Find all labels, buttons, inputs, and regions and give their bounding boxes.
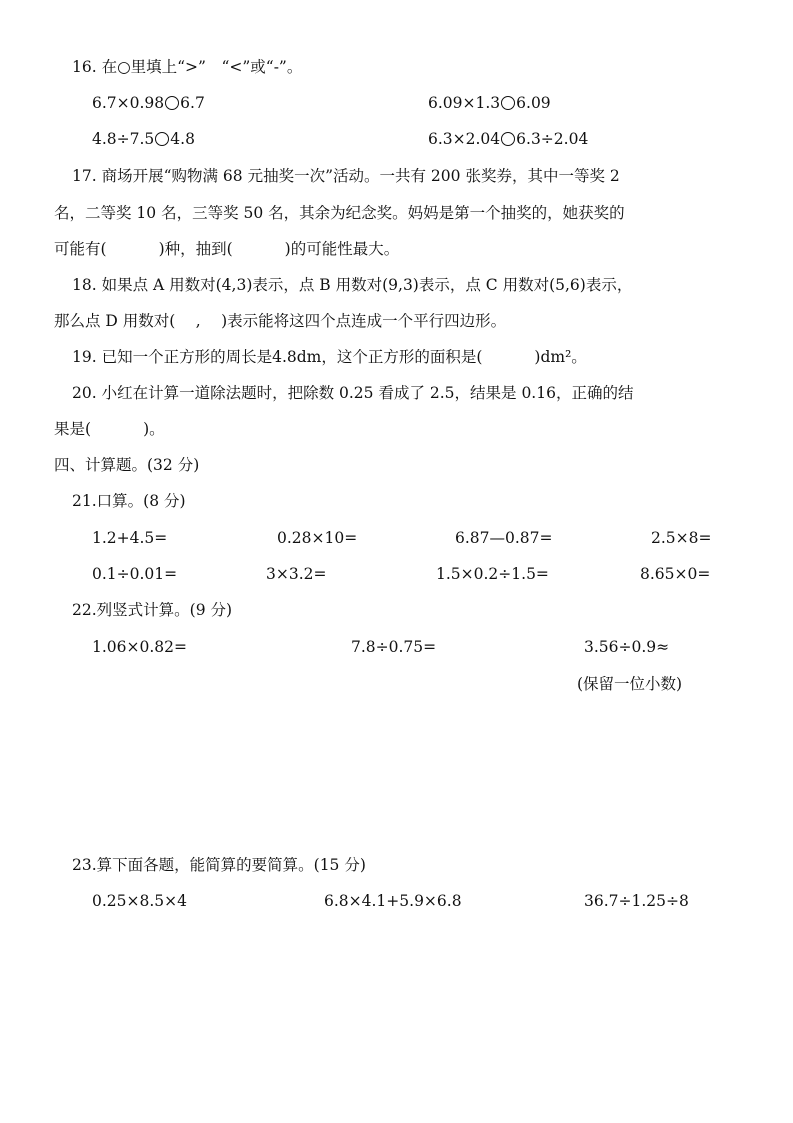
q17-line-2: 名，二等奖 10 名，三等奖 50 名，其余为纪念奖。妈妈是第一个抽奖的，她获奖的 [54, 204, 625, 222]
q16-item-3-left: 4.8÷7.5 [92, 130, 155, 148]
q22-item-1: 1.06×0.82= [92, 638, 187, 656]
q17-text-b: )种，抽到( [158, 240, 233, 258]
q21-r1-c3: 6.87—0.87= [455, 529, 553, 547]
compare-circle-3[interactable] [155, 132, 169, 146]
section-title: 四、计算题。(32 分) [54, 456, 200, 474]
q17-line-3 [54, 239, 399, 259]
q18-line-2: 那么点 D 用数对( , )表示能将这四个点连成一个平行四边形。 [54, 312, 507, 330]
q21-r1-c1: 1.2+4.5= [92, 529, 168, 547]
q16-item-4 [428, 129, 588, 149]
q23-item-2: 6.8×4.1+5.9×6.8 [324, 892, 462, 910]
q16-stem: 16. 在○里填上“>” “<”或“-”。 [72, 58, 303, 76]
q16-item-3-right: 4.8 [170, 130, 195, 148]
q20-line-1: 20. 小红在计算一道除法题时，把除数 0.25 看成了 2.5，结果是 0.16，正确的结 [72, 384, 634, 402]
q21-title: 21.口算。(8 分) [72, 492, 186, 510]
q16-item-1-right: 6.7 [180, 94, 205, 112]
q22-item-3: 3.56÷0.9≈ [584, 638, 670, 656]
q17-text-a: 可能有( [54, 240, 107, 258]
q16-item-2 [428, 93, 551, 113]
q19-line [72, 347, 587, 367]
q21-r2-c2: 3×3.2= [266, 565, 327, 583]
q21-r2-c1: 0.1÷0.01= [92, 565, 178, 583]
q16-item-1 [92, 93, 205, 113]
q16-item-2-right: 6.09 [516, 94, 551, 112]
q19-text-b: )dm²。 [534, 348, 587, 366]
q21-r2-c3: 1.5×0.2÷1.5= [436, 565, 549, 583]
q23-item-1: 0.25×8.5×4 [92, 892, 187, 910]
q16-item-1-left: 6.7×0.98 [92, 94, 165, 112]
q22-title: 22.列竖式计算。(9 分) [72, 601, 233, 619]
q16-item-4-right: 6.3÷2.04 [516, 130, 589, 148]
q20-text-b: )。 [143, 420, 165, 438]
compare-circle-2[interactable] [501, 96, 515, 110]
q21-r2-c4: 8.65×0= [640, 565, 711, 583]
q22-item-2: 7.8÷0.75= [351, 638, 437, 656]
compare-circle-1[interactable] [165, 96, 179, 110]
q21-r1-c2: 0.28×10= [277, 529, 358, 547]
q21-r1-c4: 2.5×8= [651, 529, 712, 547]
q20-text-a: 果是( [54, 420, 92, 438]
q16-item-4-left: 6.3×2.04 [428, 130, 501, 148]
q22-note: (保留一位小数) [577, 675, 683, 693]
q20-line-2 [54, 419, 165, 439]
compare-circle-4[interactable] [501, 132, 515, 146]
q19-text-a: 19. 已知一个正方形的周长是4.8dm，这个正方形的面积是( [72, 348, 483, 366]
q16-item-3 [92, 129, 195, 149]
q23-item-3: 36.7÷1.25÷8 [584, 892, 689, 910]
q23-title: 23.算下面各题，能简算的要简算。(15 分) [72, 856, 366, 874]
q16-item-2-left: 6.09×1.3 [428, 94, 501, 112]
q17-text-c: )的可能性最大。 [284, 240, 400, 258]
q17-line-1: 17. 商场开展“购物满 68 元抽奖一次”活动。一共有 200 张奖券，其中一等奖 2 [72, 167, 620, 185]
q18-line-1: 18. 如果点 A 用数对(4,3)表示，点 B 用数对(9,3)表示，点 C 用数对(5,6)表示， [72, 276, 633, 294]
